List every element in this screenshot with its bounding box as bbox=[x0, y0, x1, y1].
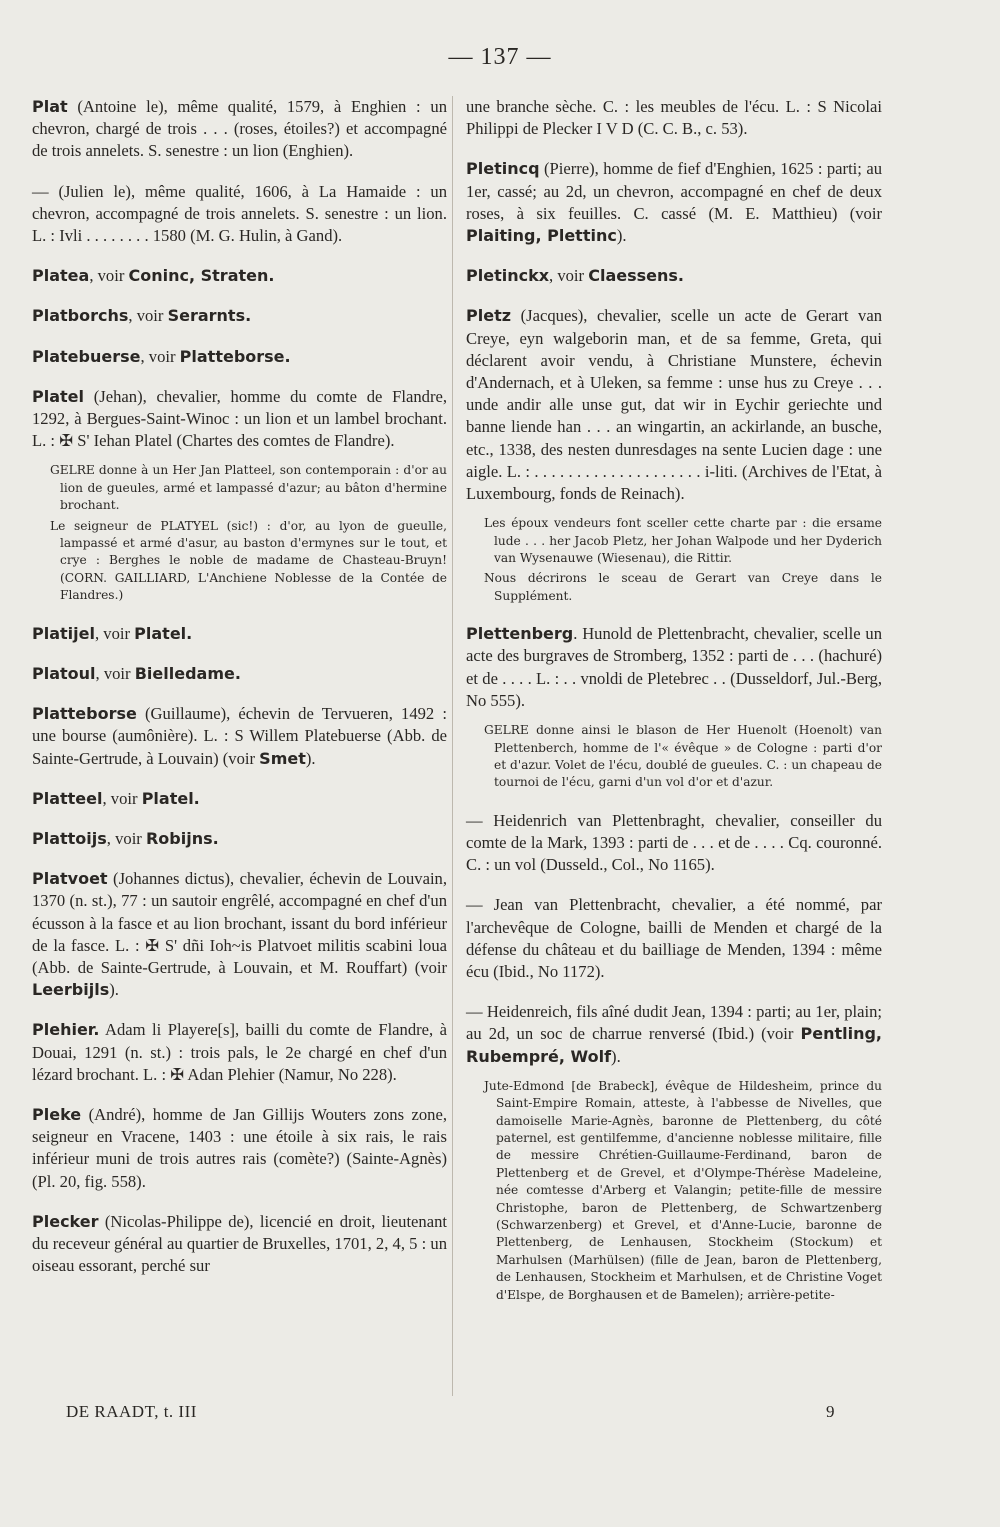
note-pletz bbox=[484, 515, 882, 605]
entry-plattoijs bbox=[32, 828, 447, 850]
headword: Platoul bbox=[32, 663, 96, 683]
entry-heidenrich bbox=[466, 810, 882, 877]
entry-text: (Jacques), chevalier, scelle un acte de Gerart van Creye, eyn walgeborin man, et de sa femme, Greta, qui déclarent avoir vendu, à Christiane Munstere, échevin d'Andernach, et à Uleken, sa femme : unse hus zu Creye . . . unde andir alle unse gut, dat wir in Eychir geriechte und banne liende han . . . an wingartin, an ackirlande, an busche, etc., 1338, des nesten dunresdages na sente Lucien dage : une aigle. L. : . . . . . . . . . . . . . . . . . . . . i-liti. (Archives de l'Etat, à Luxembourg, fonds de Reinach). bbox=[466, 306, 882, 504]
entry-text: — Heidenrich van Plettenbraght, chevalier, conseiller du comte de la Mark, 1393 : parti de . . . et de . . . . Cq. couronné. C. : un vol (Dusseld., Col., No 1165). bbox=[466, 810, 882, 875]
entry-text: — (Julien le), même qualité, 1606, à La Hamaide : un chevron, accompagné de trois annelets. S. senestre : un lion. L. : Ivli . . . . . . . . 1580 (M. G. Hulin, à Gand). bbox=[32, 181, 447, 246]
headword: Plettenberg bbox=[466, 624, 574, 644]
cross-reference: Claessens. bbox=[588, 266, 684, 286]
note-paragraph: Jute-Edmond [de Brabeck], évêque de Hildesheim, prince du Saint-Empire Romain, atteste, à l'abbesse de Nivelles, que damoiselle Marie-Agnès, baronne de Plettenberg, du côté paternel, est gentilfemme, d'ancienne noblesse militaire, fille de messire Chrétien-Guillaume-Ferdinand, baron de Plettenberg et de Grevel, et d'Olympe-Thérèse Madeleine, née comtesse d'Arberg et Valangin; petite-fille de messire Christophe, baron de Plettenberg, de Schwartzenberg (Schwarzenberg) et Grevel, et d'Anne-Lucie, baronne de Plettenberg, de Lenhausen, Stockheim (Stockum) et Marhulsen (Marhülsen) (fille de Jean, baron de Plettenberg, de Lenhausen, Stockheim et Marhulsen, et de Christine Voget d'Elspe, de Borghausen et de Bamelen); arrière-petite- bbox=[484, 1078, 882, 1302]
headword: Platijel bbox=[32, 623, 95, 643]
entry-tail: ). bbox=[109, 980, 119, 1000]
entry-platea bbox=[32, 265, 447, 287]
headword: Pletincq bbox=[466, 159, 540, 179]
entry-plat-julien bbox=[32, 181, 447, 248]
entry-tail: ). bbox=[305, 748, 316, 768]
left-column bbox=[32, 96, 447, 1295]
entry-text: , voir bbox=[95, 663, 131, 683]
entry-platvoet bbox=[32, 868, 447, 1001]
entry-text: (Pierre), homme de fief d'Enghien, 1625 : parti; au 1er, cassé; au 2d, un chevron, accompagné en chef de deux roses, à six feuilles. C. cassé (M. E. Matthieu) (voir bbox=[466, 159, 883, 223]
cross-reference: Pentling, Rubempré, Wolf bbox=[466, 1024, 883, 1066]
entry-plehier bbox=[32, 1019, 447, 1086]
entry-text: — Jean van Plettenbracht, chevalier, a été nommé, par l'archevêque de Cologne, bailli de Menden et chargé de la défense du château et du bailliage de Menden, 1394 : même écu (Ibid., No 1172). bbox=[466, 895, 882, 981]
column-divider bbox=[452, 96, 453, 1396]
cross-reference: Platteborse. bbox=[179, 346, 291, 366]
entry-plecker bbox=[32, 1211, 447, 1278]
entry-text: (Nicolas-Philippe de), licencié en droit, lieutenant du receveur général au quartier de Bruxelles, 1701, 2, 4, 5 : un oiseau essorant, perché sur bbox=[32, 1211, 447, 1276]
headword: Platebuerse bbox=[32, 346, 141, 366]
note-platel bbox=[50, 462, 447, 604]
entry-tail: ). bbox=[616, 226, 627, 246]
entry-pletincq bbox=[466, 158, 882, 247]
entry-text: une branche sèche. C. : les meubles de l'écu. L. : S Nicolai Philippi de Plecker I V D (C. C. B., c. 53). bbox=[466, 97, 882, 139]
note-paragraph: GELRE donne ainsi le blason de Her Huenolt (Hoenolt) van Plettenberch, homme de l'« évêque » de Cologne : parti d'or et d'azur. Volet de l'écu, doublé de gueules. C. : un chapeau de tournoi de l'écu, garni d'un vol d'or et d'azur. bbox=[484, 723, 882, 790]
headword: Plehier. bbox=[32, 1020, 100, 1040]
cross-reference: Serarnts. bbox=[167, 306, 252, 326]
entry-platborchs bbox=[32, 305, 447, 327]
headword: Plat bbox=[32, 97, 68, 116]
entry-platebuerse bbox=[32, 346, 447, 368]
note-plettenberg bbox=[484, 722, 882, 792]
headword: Plattoijs bbox=[32, 828, 107, 848]
footer-signature: 9 bbox=[826, 1402, 835, 1421]
page-number: — 137 — bbox=[448, 44, 552, 70]
note-paragraph: GELRE donne à un Her Jan Platteel, son contemporain : d'or au lion de gueules, armé et lampassé d'azur; au bâton d'hermine brochant. bbox=[50, 463, 447, 513]
cross-reference: Smet bbox=[259, 748, 306, 768]
headword: Platteborse bbox=[32, 704, 137, 724]
cross-reference: Coninc, Straten. bbox=[128, 266, 275, 286]
headword: Platborchs bbox=[32, 306, 129, 326]
headword: Platvoet bbox=[32, 869, 108, 889]
entry-text: (Johannes dictus), chevalier, échevin de Louvain, 1370 (n. st.), 77 : un sautoir engrêlé, accompagné en chef d'un écusson à la fasce et au lion brochant, issant du bord inférieur de la fasce. L. : ✠ S' dñi Ioh~is Platvoet militis scabini loua (Abb. de Sainte-Gertrude, à Louvain, et M. Rouffart) (voir bbox=[32, 869, 447, 977]
entry-text: Adam li Playere[s], bailli du comte de Flandre, à Douai, 1291 (n. st.) : trois pals, le 2e chargé en chef d'un lézard brochant. L. : ✠ Adan Plehier (Namur, No 228). bbox=[32, 1020, 447, 1084]
cross-reference: Robijns. bbox=[145, 828, 219, 848]
entry-text: , voir bbox=[549, 266, 585, 286]
entry-pleke bbox=[32, 1104, 447, 1193]
entry-text: (Jehan), chevalier, homme du comte de Flandre, 1292, à Bergues-Saint-Winoc : un lion et un lambel brochant. L. : ✠ S' Iehan Platel (Chartes des comtes de Flandre). bbox=[32, 386, 447, 451]
cross-reference: Platel. bbox=[134, 623, 193, 643]
entry-heidenreich bbox=[466, 1001, 882, 1068]
cross-reference: Leerbijls bbox=[32, 980, 110, 1000]
cross-reference: Platel. bbox=[141, 788, 200, 808]
entry-text: (André), homme de Jan Gillijs Wouters zons zone, seigneur en Vracene, 1403 : une étoile à six rais, le rais inférieur muni de trois autres rais (comète?) (Sainte-Agnès) (Pl. 20, fig. 558). bbox=[32, 1104, 447, 1191]
footer-author-volume: DE RAADT, t. III bbox=[66, 1402, 197, 1421]
entry-platel bbox=[32, 386, 447, 453]
entry-text: (Antoine le), même qualité, 1579, à Enghien : un chevron, chargé de trois . . . (roses, étoiles?) et accompagné de trois annelets. S. senestre : un lion (Enghien). bbox=[32, 97, 448, 161]
entry-platteel bbox=[32, 788, 447, 810]
note-paragraph: Le seigneur de PLATYEL (sic!) : d'or, au lyon de gueulle, lampassé et armé d'asur, au baston d'ermynes sur le tout, et crye : Berghes le noble de madame de Chasteau-Bruyn! (CORN. GAILLIARD, L'Anchiene Noblesse de la Contée de Flandres.) bbox=[50, 518, 447, 603]
entry-plat bbox=[32, 96, 447, 163]
headword: Pletinckx bbox=[466, 266, 550, 286]
entry-text: , voir bbox=[106, 828, 142, 848]
entry-pletz bbox=[466, 305, 882, 505]
note-paragraph: Nous décrirons le sceau de Gerart van Creye dans le Supplément. bbox=[484, 571, 882, 603]
headword: Plecker bbox=[32, 1211, 99, 1231]
cross-reference: Bielledame. bbox=[134, 663, 241, 683]
entry-platteborse bbox=[32, 703, 447, 770]
entry-jean bbox=[466, 894, 882, 983]
entry-pletinckx bbox=[466, 265, 882, 287]
note-heidenreich bbox=[484, 1078, 882, 1304]
entry-text: (Guillaume), échevin de Tervueren, 1492 : une bourse (aumônière). L. : S Willem Platebuerse (Abb. de Sainte-Gertrude, à Louvain) (voir bbox=[32, 704, 447, 768]
headword: Pletz bbox=[466, 306, 512, 326]
entry-text: , voir bbox=[89, 266, 125, 286]
entry-plettenberg bbox=[466, 623, 882, 712]
headword: Pleke bbox=[32, 1104, 82, 1124]
entry-platoul bbox=[32, 663, 447, 685]
headword: Platel bbox=[32, 386, 84, 406]
entry-text: , voir bbox=[102, 788, 138, 808]
headword: Platteel bbox=[32, 788, 103, 808]
headword: Platea bbox=[32, 266, 90, 286]
entry-tail: ). bbox=[611, 1046, 621, 1066]
entry-text: , voir bbox=[128, 306, 164, 326]
right-column bbox=[466, 96, 882, 1322]
entry-text: , voir bbox=[94, 623, 130, 643]
entry-text: , voir bbox=[140, 346, 176, 366]
entry-text: . Hunold de Plettenbracht, chevalier, scelle un acte des burgraves de Stromberg, 1352 : parti de . . . (hachuré) et de . . . . L. : . . vnoldi de Pletebrec . . (Dusseldorf, Jul.-Berg, No 555). bbox=[466, 624, 882, 710]
cross-reference: Plaiting, Plettinc bbox=[466, 226, 617, 246]
entry-plecker-continued bbox=[466, 96, 882, 140]
note-paragraph: Les époux vendeurs font sceller cette charte par : die ersame lude . . . her Jacob Pletz, her Johan Walpode und her Dyderich van Wysenauwe (Wiesenau), die Rittir. bbox=[484, 516, 882, 566]
entry-platijel bbox=[32, 623, 447, 645]
entry-text: — Heidenreich, fils aîné dudit Jean, 1394 : parti; au 1er, plain; au 2d, un soc de charrue renversé (Ibid.) (voir bbox=[466, 1002, 882, 1044]
